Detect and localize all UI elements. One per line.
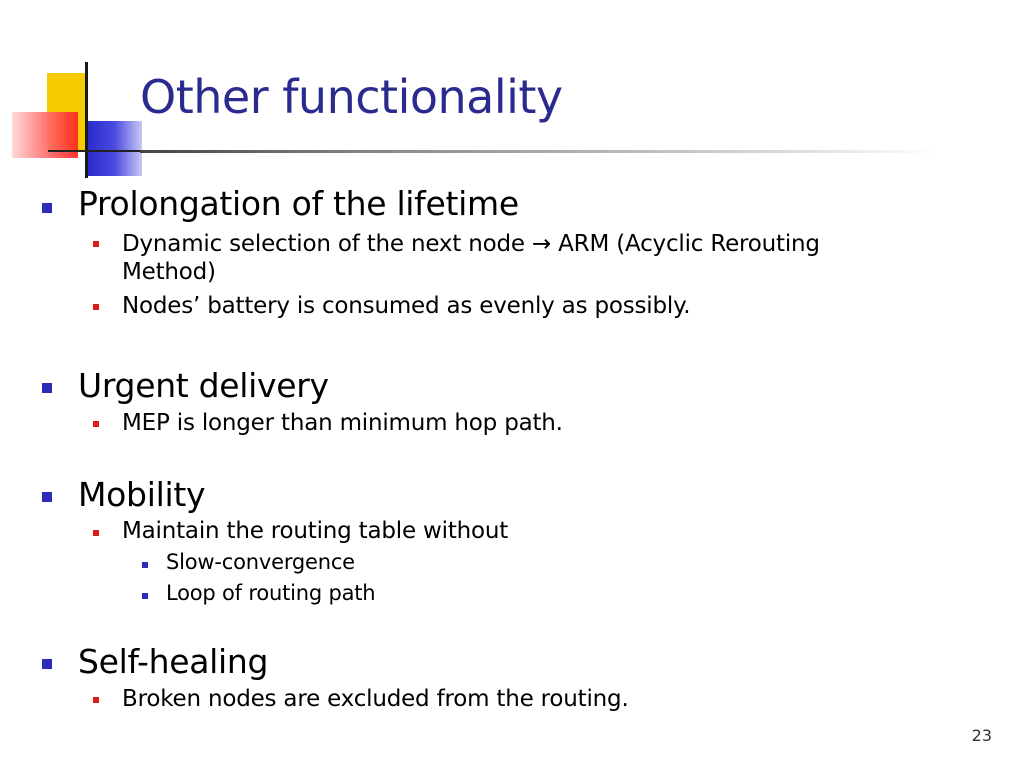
- bullet-mep: MEP is longer than minimum hop path.: [122, 410, 563, 436]
- bullet-dynamic-selection-cont: Method): [122, 259, 216, 285]
- bullet-level2: [93, 421, 99, 427]
- bullet-broken-nodes: Broken nodes are excluded from the routing.: [122, 686, 629, 712]
- bullet-level2: [93, 304, 99, 310]
- bullet-urgent-delivery: Urgent delivery: [78, 366, 329, 405]
- bullet-level2: [93, 241, 99, 247]
- bullet-battery: Nodes’ battery is consumed as evenly as possibly.: [122, 293, 691, 319]
- bullet-mobility: Mobility: [78, 475, 206, 514]
- bullet-level2: [93, 697, 99, 703]
- slide-title: Other functionality: [140, 70, 563, 124]
- bullet-loop: Loop of routing path: [166, 581, 376, 605]
- bullet-level1: [42, 203, 52, 213]
- bullet-level1: [42, 659, 52, 669]
- bullet-level3: [142, 593, 148, 599]
- bullet-routing-table: Maintain the routing table without: [122, 518, 509, 544]
- bullet-level1: [42, 383, 52, 393]
- page-number: 23: [971, 726, 992, 745]
- bullet-level3: [142, 562, 148, 568]
- bullet-level1: [42, 492, 52, 502]
- bullet-level2: [93, 530, 99, 536]
- bullet-slow-convergence: Slow-convergence: [166, 550, 355, 574]
- bullet-dynamic-selection: Dynamic selection of the next node → ARM (Acyclic Rerouting: [122, 231, 820, 257]
- bullet-prolongation: Prolongation of the lifetime: [78, 184, 519, 223]
- bullet-self-healing: Self-healing: [78, 642, 269, 681]
